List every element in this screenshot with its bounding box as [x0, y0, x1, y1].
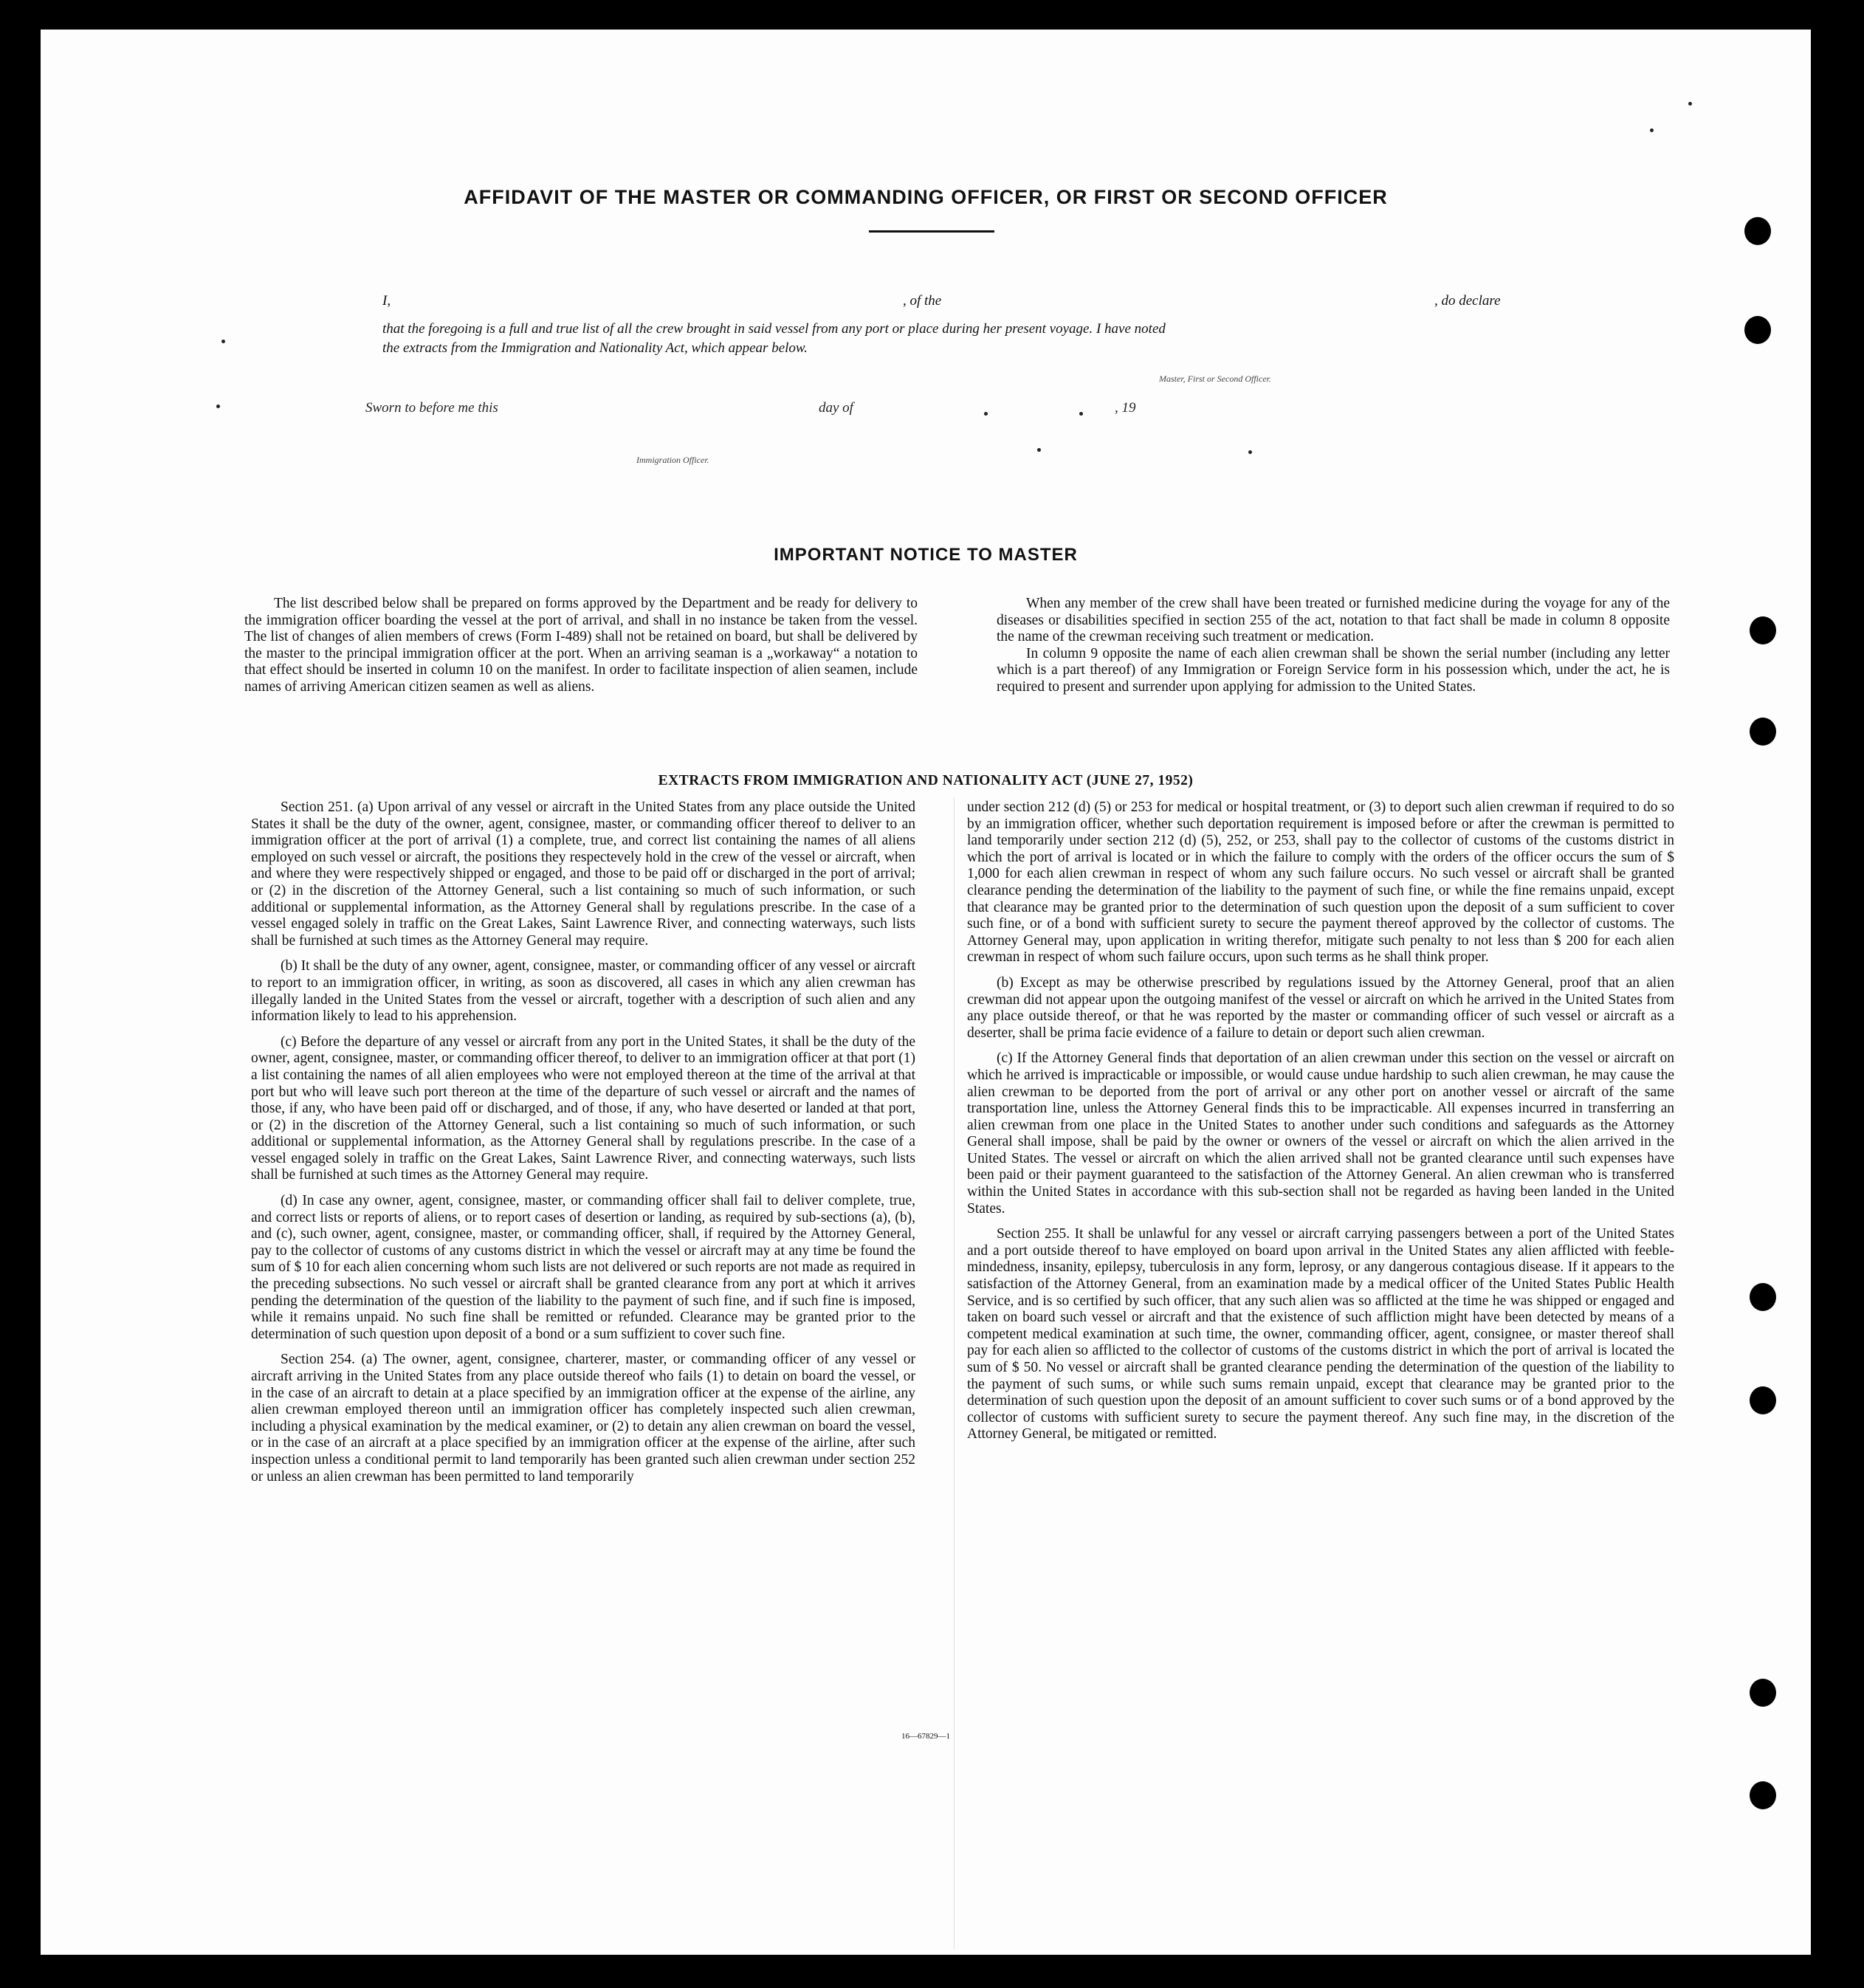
punch-hole [1744, 217, 1771, 245]
extracts-left-column [251, 799, 915, 1494]
declaration-do-declare: , do declare [1434, 293, 1501, 309]
scan-speck [216, 405, 220, 408]
punch-hole [1750, 718, 1776, 746]
section-251-c: (c) Before the departure of any vessel or aircraft from any port in the United States, it shall be the duty of the owner, agent, consignee, master, or commanding officer thereof, to deliver to an immigration officer at that port (1) a list containing the names of all alien employees who were not employed thereon at the time of the arrival at that port but who will leave such port thereon at the time of the departure of such vessel or aircraft and the names of those, if any, who have been paid off or discharged, and of those, if any, who have deserted or landed at that port, or (2) in the discretion of the Attorney General, such a list containing so much of such information, or such additional or supplemental information, as the Attorney General shall by regulations prescribe. In the case of a vessel engaged solely in traffic on the Great Lakes, Saint Lawrence River, and connecting waterways, such lists shall be furnished at such times as the Attorney General may require. [251, 1033, 915, 1183]
declaration-line-2: that the foregoing is a full and true list of all the crew brought in said vessel from any port or place during her present voyage. I have noted [382, 321, 1166, 337]
section-251-d: (d) In case any owner, agent, consignee, master, or commanding officer shall fail to deliver complete, true, and correct lists or reports of aliens, or to report cases of desertion or landing, as required by sub-sections (a), (b), and (c), such owner, agent, consignee, master, or commanding officer, shall, if required by the Attorney General, pay to the collector of customs of any customs district in which the vessel or aircraft may at any time be found the sum of $ 10 for each alien concerning whom such lists are not delivered or such reports are not made as required in the preceding subsections. No such vessel or aircraft shall be granted clearance from any port at which it arrives pending the determination of the question of the liability to the payment of such fine, and if such fine is imposed, while it remains unpaid. No such fine shall be remitted or refunded. Clearance may be granted prior to the determination of such question upon deposit of a bond or a sum suffizient to cover such fine. [251, 1193, 915, 1342]
sworn-day-of: day of [819, 400, 853, 416]
declaration-line-1 [382, 292, 1523, 311]
declaration-of-the: , of the [903, 293, 942, 309]
title-rule [869, 230, 994, 233]
scan-speck [1079, 412, 1083, 416]
sworn-year: , 19 [1115, 400, 1136, 416]
section-254-a-continued: under section 212 (d) (5) or 253 for medical or hospital treatment, or (3) to deport such alien crewman if required to do so by an immigration officer, whether such deportation requirement is imposed before or after the crewman is permitted to land temporarily under section 212 (d) (5), 252, or 253, shall pay to the collector of customs of the customs district in which the port of arrival is located or in which the failure to comply with the orders of the officer occurs the sum of $ 1,000 for each alien crewman in respect of whom any such failure occurs. No such vessel or aircraft shall be granted clearance pending the determination of the liability to the payment of such fine, or while the fine remains unpaid, except that clearance may be granted prior to the determination of such question upon the deposit of a sum sufficient to cover such fine, or of a bond with sufficient surety to secure the payment thereof approved by the collector of customs. The Attorney General may, upon application in writing therefor, mitigate such penalty to not less than $ 200 for each alien crewman in respect of whom such failure occurs, upon such terms as he shall think proper. [967, 799, 1674, 966]
document-page [41, 30, 1811, 1955]
scan-speck [1037, 448, 1041, 452]
scan-speck [221, 340, 225, 343]
punch-hole [1750, 1781, 1776, 1809]
section-255: Section 255. It shall be unlawful for any vessel or aircraft carrying passengers between a port of the United States and a port outside thereof to have employed on board upon arrival in the United States any alien afflicted with feeble-mindedness, insanity, epilepsy, tuberculosis in any form, leprosy, or any dangerous contagious disease. If it appears to the satisfaction of the Attorney General, from an examination made by a medical officer of the United States Public Health Service, and is so certified by such officer, that any such alien was so afflicted at the time he was shipped or engaged and taken on board such vessel or aircraft and that the existence of such affliction might have been detected by means of a competent medical examination at such time, the owner, commanding officer, agent, consignee, or master thereof shall pay for each alien so afflicted to the collector of customs of the customs district in which the port of arrival is located the sum of $ 50. No vessel or aircraft shall be granted clearance pending the determination of the question of the liability to the payment of such sums, or while such sums remain unpaid, except that clearance may be granted prior to the determination of such question upon the deposit of an amount sufficient to cover such sums or of a bond approved by the collector of customs with sufficient surety to secure the payment thereof. Any such fine may, in the discretion of the Attorney General, be mitigated or remitted. [967, 1226, 1674, 1442]
form-code: 16—67829—1 [901, 1732, 950, 1741]
declaration-i: I, [382, 293, 391, 309]
sworn-prefix: Sworn to before me this [365, 400, 498, 416]
section-251-b: (b) It shall be the duty of any owner, agent, consignee, master, or commanding officer of any vessel or aircraft to report to an immigration officer, in writing, as soon as discovered, all cases in which any alien crewman has illegally landed in the United States from the vessel or aircraft, together with a description of such alien and any information likely to lead to his apprehension. [251, 958, 915, 1025]
punch-hole [1744, 316, 1771, 344]
declaration-line-3: the extracts from the Immigration and Nationality Act, which appear below. [382, 340, 808, 356]
section-251-a: Section 251. (a) Upon arrival of any vessel or aircraft in the United States from any place outside the United States it shall be the duty of the owner, agent, consignee, master, or commanding officer thereof to deliver to an immigration officer at the port of arrival (1) a complete, true, and correct list containing the names of all aliens employed on such vessel or aircraft, the positions they respectevely hold in the crew of the vessel or aircraft, when and where they were respectively shipped or engaged, and those to be paid off or discharged in the port of arrival; or (2) in the discretion of the Attorney General, such a list containing so much of such information, or such additional or supplemental information, as the Attorney General shall by regulations prescribe. In the case of a vessel engaged solely in traffic on the Great Lakes, Saint Lawrence River, and connecting waterways, such lists shall be furnished at such times as the Attorney General may require. [251, 799, 915, 949]
immigration-officer-label: Immigration Officer. [636, 455, 709, 465]
section-254-b: (b) Except as may be otherwise prescribed by regulations issued by the Attorney General, proof that an alien crewman did not appear upon the outgoing manifest of the vessel or aircraft on which he arrived in the United States from any place outside thereof, or that he was reported by the master or commanding officer of such vessel or aircraft as a deserter, shall be prima facie evidence of a failure to detain or deport such alien crewman. [967, 974, 1674, 1041]
notice-right-column [997, 596, 1670, 705]
punch-hole [1750, 1679, 1776, 1707]
notice-right-paragraph-2: In column 9 opposite the name of each alien crewman shall be shown the serial number (including any letter which is a part thereof) of any Immigration or Foreign Service form in his possession which, under the act, he is required to present and surrender upon applying for admission to the United States. [997, 645, 1670, 695]
punch-hole [1750, 1283, 1776, 1311]
section-254-a: Section 254. (a) The owner, agent, consignee, charterer, master, or commanding officer of any vessel or aircraft arriving in the United States from any place outside thereof who fails (1) to detain on board the vessel, or in the case of an aircraft to detain at a place specified by an immigration officer at the expense of the airline, any alien crewman employed thereon until an immigration officer has completely inspected such alien crewman, including a physical examination by the medical examiner, or (2) to detain any alien crewman on board the vessel, or in the case of an aircraft at a place specified by an immigration officer at the expense of the airline, after such inspection unless a conditional permit to land temporarily has been granted such alien crewman under section 252 or unless an alien crewman has been permitted to land temporarily [251, 1352, 915, 1485]
punch-hole [1750, 1386, 1776, 1414]
scan-speck [1248, 450, 1252, 454]
punch-hole [1750, 616, 1776, 644]
fold-line [954, 797, 955, 1949]
scan-speck [1650, 128, 1654, 132]
notice-right-paragraph-1: When any member of the crew shall have been treated or furnished medicine during the voyage for any of the diseases or disabilities specified in section 255 of the act, notation to that fact shall be made in column 8 opposite the name of the crewman receiving such treatment or medication. [997, 596, 1670, 645]
notice-left-text: The list described below shall be prepared on forms approved by the Department and be ready for delivery to the immigration officer boarding the vessel at the port of arrival, and shall in no instance be taken from the vessel. The list of changes of alien members of crews (Form I-489) shall not be retained on board, but shall be delivered by the master to the principal immigration officer at the port. When an arriving seaman is a „workaway“ a notation to that effect should be inserted in column 10 on the manifest. In order to facilitate inspection of alien seamen, include names of arriving American citizen seamen as well as aliens. [244, 596, 918, 695]
section-254-c: (c) If the Attorney General finds that deportation of an alien crewman under this section on the vessel or aircraft on which he arrived is impracticable or impossible, or would cause undue hardship to such alien crewman, he may cause the alien crewman to be deported from the port of arrival or any other port on another vessel or aircraft of the same transportation line, unless the Attorney General finds this to be impracticable. All expenses incurred in transferring an alien crewman from one place in the United States to another under such conditions and safeguards as the Attorney General shall impose, shall be paid by the owner or owners of the vessel or aircraft on which the alien arrived in the United States. The vessel or aircraft on which the alien arrived shall not be granted clearance until such expenses have been paid or their payment guaranteed to the satisfaction of the Attorney General. An alien crewman who is transferred within the United States in accordance with this sub-section shall not be regarded as having been landed in the United States. [967, 1050, 1674, 1217]
extracts-right-column [967, 799, 1674, 1452]
notice-left-column [244, 596, 918, 705]
scan-speck [984, 412, 988, 416]
affidavit-title: AFFIDAVIT OF THE MASTER OR COMMANDING OFFICER, OR FIRST OR SECOND OFFICER [464, 186, 1388, 208]
scan-speck [1688, 102, 1692, 106]
signature-label: Master, First or Second Officer. [1159, 374, 1271, 384]
notice-title: IMPORTANT NOTICE TO MASTER [774, 545, 1078, 565]
extracts-title: EXTRACTS FROM IMMIGRATION AND NATIONALITY ACT (JUNE 27, 1952) [658, 773, 1194, 788]
